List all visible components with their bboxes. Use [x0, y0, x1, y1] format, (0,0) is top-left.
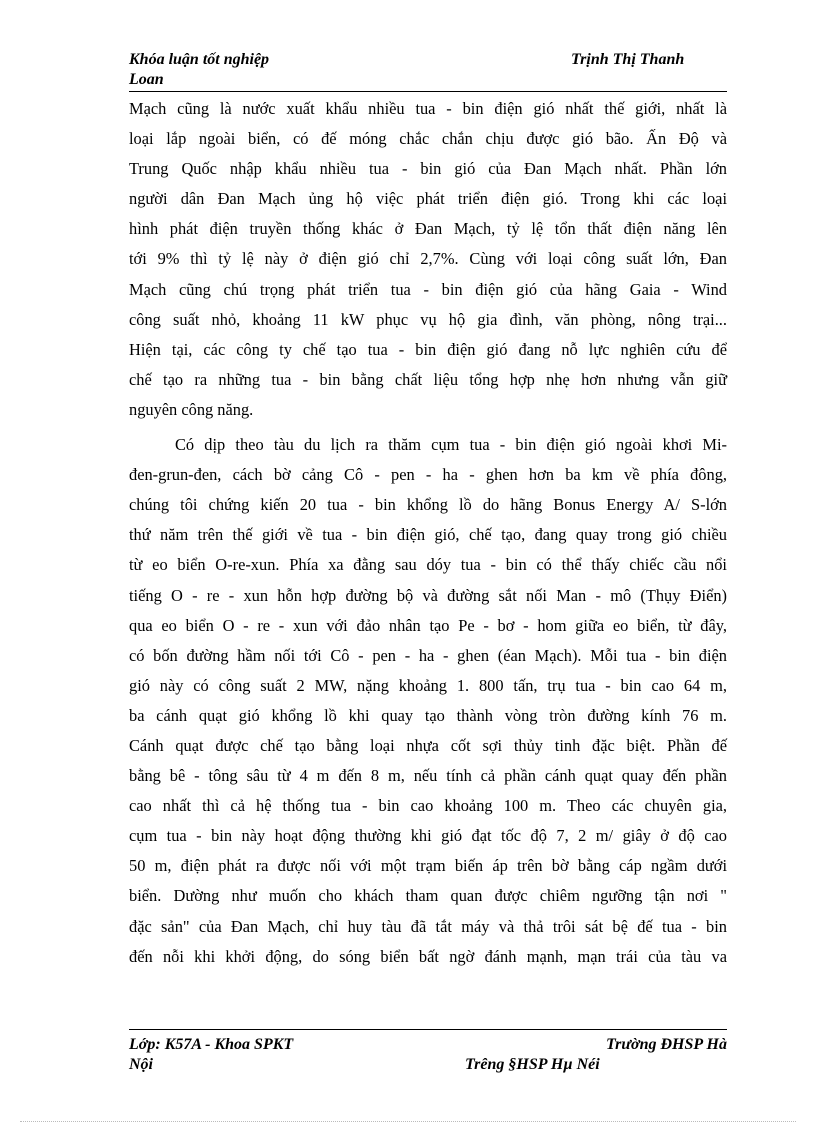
- text-line: gió này có công suất 2 MW, nặng khoảng 1. 800 tấn, trụ tua - bin cao 64 m,: [129, 675, 727, 695]
- text-line: nguyên công năng.: [129, 399, 254, 419]
- header-author-name-cont: Loan: [129, 71, 164, 88]
- text-line: từ eo biển O-re-xun. Phía xa đằng sau dóy tua - bin có thể thấy chiếc cầu nổi: [129, 555, 727, 575]
- text-line: Hiện tại, các công ty chế tạo tua - bin điện gió đang nỗ lực nghiên cứu để: [129, 339, 727, 359]
- text-line: loại lắp ngoài biển, có đế móng chắc chắn chịu được gió bão. Ấn Độ và: [129, 129, 727, 149]
- text-line: chế tạo ra những tua - bin bằng chất liệu tổng hợp nhẹ hơn nhưng vẫn giữ: [129, 369, 727, 389]
- text-line: qua eo biển O - re - xun với đảo nhân tạo Pe - bơ - hom giữa eo biển, từ đây,: [129, 615, 727, 635]
- text-line: biển. Dường như muốn cho khách tham quan được chiêm ngưỡng tận nơi ": [129, 886, 727, 906]
- text-line: đặc sản" của Đan Mạch, chỉ huy tàu đã tắt máy và thả trôi sát bệ đế tua - bin: [129, 916, 727, 936]
- text-line: cao nhất thì cả hệ thống tua - bin cao khoảng 100 m. Theo các chuyên gia,: [129, 796, 727, 816]
- header-divider: [129, 91, 727, 92]
- footer-class-info: Lớp: K57A - Khoa SPKT: [129, 1036, 294, 1053]
- text-line: công suất nhỏ, khoảng 11 kW phục vụ hộ gia đình, văn phòng, nông trại...: [129, 309, 727, 329]
- text-line: Có dịp theo tàu du lịch ra thăm cụm tua - bin điện gió ngoài khơi Mi-: [175, 435, 727, 455]
- document-body: [129, 94, 727, 972]
- text-line: có bốn đường hầm nối tới Cô - pen - ha - ghen (éan Mạch). Mỗi tua - bin điện: [129, 645, 727, 665]
- header-thesis-title: Khóa luận tốt nghiệp: [129, 51, 270, 68]
- text-line: 50 m, điện phát ra được nối với một trạm biến áp trên bờ bằng cáp ngầm dưới: [129, 856, 727, 876]
- text-line: tiếng O - re - xun hỗn hợp đường bộ và đường sắt nối Man - mô (Thụy Điển): [129, 585, 727, 605]
- text-line: bằng bê - tông sâu từ 4 m đến 8 m, nếu tính cả phần cánh quạt quay đến phần: [129, 766, 727, 786]
- text-line: Mạch cũng chú trọng phát triển tua - bin điện gió của hãng Gaia - Wind: [129, 279, 727, 299]
- text-line: người dân Đan Mạch ủng hộ việc phát triển điện gió. Trong khi các loại: [129, 189, 727, 209]
- text-line: thứ năm trên thế giới về tua - bin điện gió, chế tạo, đang quay trong gió chiều: [129, 525, 727, 545]
- text-line: Mạch cũng là nước xuất khẩu nhiều tua - bin điện gió nhất thế giới, nhất là: [129, 99, 727, 118]
- text-line: tới 9% thì tỷ lệ này ở điện gió chỉ 2,7%. Cùng với loại công suất lớn, Đan: [129, 249, 727, 269]
- footer-university-legacy-font: Trêng §HSP Hµ Néi: [465, 1056, 600, 1073]
- footer-university-cont: Nội: [129, 1056, 153, 1073]
- footer-divider: [129, 1029, 727, 1030]
- text-line: ba cánh quạt gió khổng lồ khi quay tạo thành vòng tròn đường kính 76 m.: [129, 705, 727, 725]
- text-line: đen-grun-đen, cách bờ cảng Cô - pen - ha - ghen hơn ba km về phía đông,: [129, 465, 727, 485]
- text-line: Cánh quạt được chế tạo bằng loại nhựa cốt sợi thủy tinh đặc biệt. Phần đế: [129, 735, 727, 755]
- text-line: đến nỗi khi khởi động, do sóng biển bất ngờ đánh mạnh, mạn trái của tàu va: [129, 946, 727, 966]
- paragraph-1: [129, 94, 727, 425]
- page-bottom-dotted-border: [20, 1121, 796, 1122]
- text-line: hình phát điện truyền thống khác ở Đan Mạch, tỷ lệ tổn thất điện năng lên: [129, 219, 727, 239]
- paragraph-2: [129, 430, 727, 972]
- header-author-name: Trịnh Thị Thanh: [571, 51, 685, 68]
- text-line: Trung Quốc nhập khẩu nhiều tua - bin gió của Đan Mạch nhất. Phần lớn: [129, 159, 727, 179]
- footer-university: Trường ĐHSP Hà: [606, 1036, 727, 1053]
- text-line: cụm tua - bin này hoạt động thường khi gió đạt tốc độ 7, 2 m/ giây ở độ cao: [129, 826, 727, 846]
- text-line: chúng tôi chứng kiến 20 tua - bin khổng lồ do hãng Bonus Energy A/ S-lớn: [129, 495, 727, 515]
